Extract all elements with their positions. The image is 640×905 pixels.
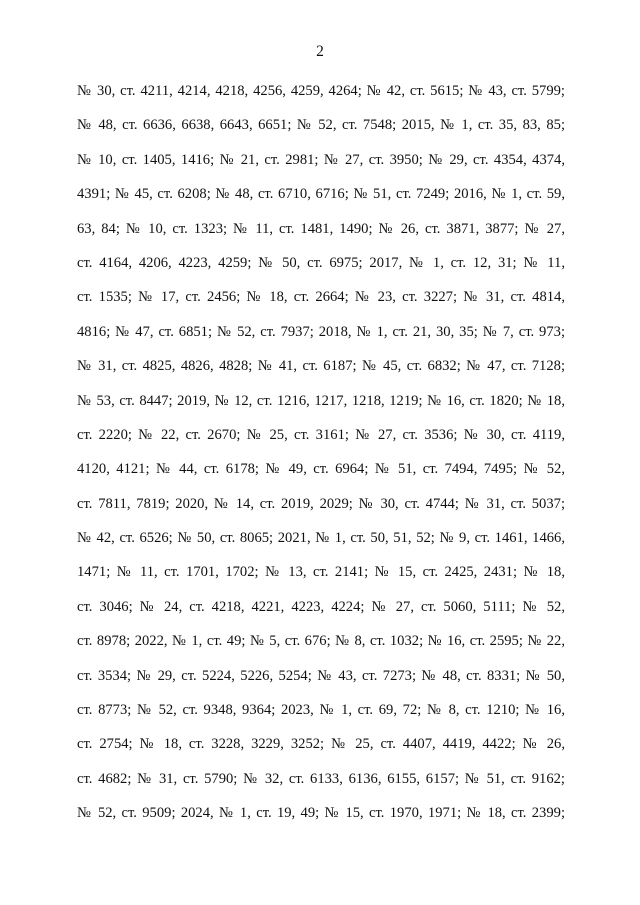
text-line: № 10, ст. 1405, 1416; № 21, ст. 2981; № 27, ст. 3950; № 29, ст. 4354, 4374, <box>77 151 565 168</box>
text-line: ст. 8773; № 52, ст. 9348, 9364; 2023, № 1, ст. 69, 72; № 8, ст. 1210; № 16, <box>77 702 565 719</box>
text-line: № 31, ст. 4825, 4826, 4828; № 41, ст. 6187; № 45, ст. 6832; № 47, ст. 7128; <box>77 358 565 375</box>
text-line: № 53, ст. 8447; 2019, № 12, ст. 1216, 1217, 1218, 1219; № 16, ст. 1820; № 18, <box>77 392 565 409</box>
text-line: ст. 1535; № 17, ст. 2456; № 18, ст. 2664; № 23, ст. 3227; № 31, ст. 4814, <box>77 289 565 306</box>
text-line: № 48, ст. 6636, 6638, 6643, 6651; № 52, ст. 7548; 2015, № 1, ст. 35, 83, 85; <box>77 117 565 134</box>
text-line: № 52, ст. 9509; 2024, № 1, ст. 19, 49; № 15, ст. 1970, 1971; № 18, ст. 2399; <box>77 805 565 822</box>
text-line: 1471; № 11, ст. 1701, 1702; № 13, ст. 2141; № 15, ст. 2425, 2431; № 18, <box>77 564 565 581</box>
text-line: 4391; № 45, ст. 6208; № 48, ст. 6710, 6716; № 51, ст. 7249; 2016, № 1, ст. 59, <box>77 186 565 203</box>
text-line: ст. 3534; № 29, ст. 5224, 5226, 5254; № 43, ст. 7273; № 48, ст. 8331; № 50, <box>77 667 565 684</box>
text-line: 4120, 4121; № 44, ст. 6178; № 49, ст. 6964; № 51, ст. 7494, 7495; № 52, <box>77 461 565 478</box>
text-line: № 30, ст. 4211, 4214, 4218, 4256, 4259, 4264; № 42, ст. 5615; № 43, ст. 5799; <box>77 83 565 99</box>
text-line: ст. 3046; № 24, ст. 4218, 4221, 4223, 4224; № 27, ст. 5060, 5111; № 52, <box>77 598 565 615</box>
text-line: ст. 4682; № 31, ст. 5790; № 32, ст. 6133, 6136, 6155, 6157; № 51, ст. 9162; <box>77 770 565 787</box>
page-number: 2 <box>316 43 324 60</box>
document-body <box>77 78 565 835</box>
text-line: ст. 2220; № 22, ст. 2670; № 25, ст. 3161; № 27, ст. 3536; № 30, ст. 4119, <box>77 426 565 443</box>
text-line: ст. 8978; 2022, № 1, ст. 49; № 5, ст. 676; № 8, ст. 1032; № 16, ст. 2595; № 22, <box>77 633 565 650</box>
text-line: ст. 4164, 4206, 4223, 4259; № 50, ст. 6975; 2017, № 1, ст. 12, 31; № 11, <box>77 254 565 271</box>
text-line: 63, 84; № 10, ст. 1323; № 11, ст. 1481, 1490; № 26, ст. 3871, 3877; № 27, <box>77 220 565 237</box>
text-line: 4816; № 47, ст. 6851; № 52, ст. 7937; 2018, № 1, ст. 21, 30, 35; № 7, ст. 973; <box>77 323 565 340</box>
text-line: ст. 2754; № 18, ст. 3228, 3229, 3252; № 25, ст. 4407, 4419, 4422; № 26, <box>77 736 565 753</box>
text-line: № 42, ст. 6526; № 50, ст. 8065; 2021, № 1, ст. 50, 51, 52; № 9, ст. 1461, 1466, <box>77 530 565 547</box>
text-line: ст. 7811, 7819; 2020, № 14, ст. 2019, 2029; № 30, ст. 4744; № 31, ст. 5037; <box>77 495 565 512</box>
